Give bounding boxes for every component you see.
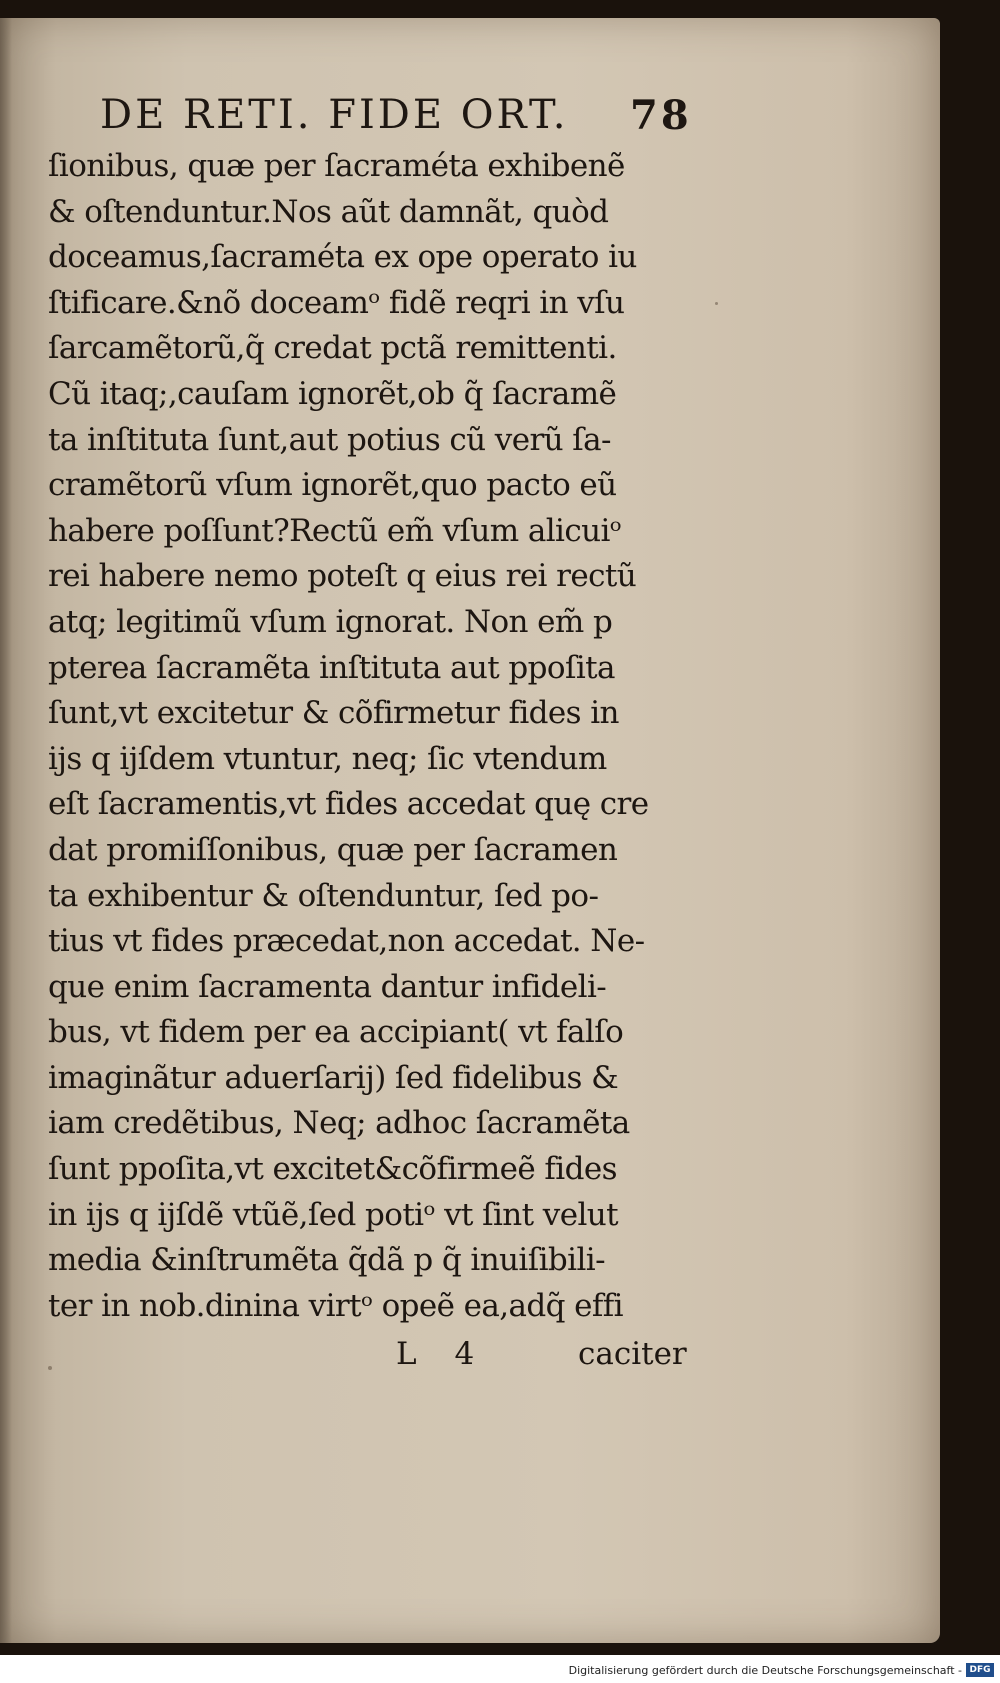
text-line: eſt ſacramentis,vt fides accedat quę cre (48, 786, 649, 823)
text-line: tius vt fides præcedat,non accedat. Ne- (48, 923, 645, 960)
text-line: ijs q ijſdem vtuntur, neq; ſic vtendum (48, 740, 607, 777)
text-line: habere poſſunt?Rectũ em̃ vſum alicuiᵒ (48, 512, 622, 549)
text-line: ſtificare.&nõ doceamᵒ fidẽ reqri in vſu (48, 284, 625, 321)
catchword: caciter (578, 1336, 687, 1372)
text-line: Cũ itaq;,cauſam ignorẽt,ob q̃ ſacramẽ (48, 375, 617, 412)
text-line: rei habere nemo poteſt q eius rei rectũ (48, 558, 637, 595)
text-line: que enim ſacramenta dantur infideli- (48, 968, 607, 1005)
dfg-logo: DFG (966, 1663, 994, 1677)
signature-mark: L 4 (396, 1336, 489, 1372)
running-head (100, 92, 700, 138)
text-line: atq; legitimũ vſum ignorat. Non em̃ p (48, 603, 613, 640)
page-gutter-shadow (0, 18, 12, 1643)
text-line: doceamus,ſacraméta ex ope operato iu (48, 239, 637, 276)
text-line: ter in nob.dinina virtᵒ opeẽ ea,adq̃ effi (48, 1287, 623, 1324)
catchline (48, 1336, 698, 1382)
text-line: bus, vt fidem per ea accipiant( vt falſo (48, 1014, 624, 1051)
folio-number: 78 (630, 92, 692, 139)
text-line: imaginãtur aduerſarij) ſed fidelibus & (48, 1059, 619, 1096)
text-line: & oſtenduntur.Nos aũt damnãt, quòd (48, 193, 609, 230)
text-line: pterea ſacramẽta inſtituta aut ppoſita (48, 649, 615, 686)
text-line: ſunt ppoſita,vt excitet&cõfirmeẽ fides (48, 1151, 617, 1188)
text-line: in ijs q ijſdẽ vtũẽ,ſed potiᵒ vt ſint velut (48, 1196, 618, 1233)
text-line: ſunt,vt excitetur & cõfirmetur fides in (48, 695, 619, 732)
text-line: ſarcamẽtorũ,q̃ credat pctã remittenti. (48, 330, 617, 367)
text-line: ta inſtituta ſunt,aut potius cũ verũ ſa- (48, 421, 611, 458)
text-line: dat promiſſonibus, quæ per ſacramen (48, 831, 618, 868)
paper-speck (715, 302, 718, 305)
text-line: ſionibus, quæ per ſacraméta exhibenẽ (48, 148, 625, 184)
text-line: media &inſtrumẽta q̃dã p q̃ inuiſibili- (48, 1242, 605, 1279)
text-line: cramẽtorũ vſum ignorẽt,quo pacto eũ (48, 467, 617, 504)
text-line: ta exhibentur & oſtenduntur, ſed po- (48, 877, 599, 914)
running-head-title: DE RETI. FIDE ORT. (100, 92, 569, 138)
paper-speck (48, 1366, 52, 1370)
digitization-credit: Digitalisierung gefördert durch die Deutsche Forschungsgemeinschaft - (568, 1664, 962, 1677)
text-block (48, 144, 698, 1329)
text-line: iam credẽtibus, Neq; adhoc ſacramẽta (48, 1105, 630, 1142)
